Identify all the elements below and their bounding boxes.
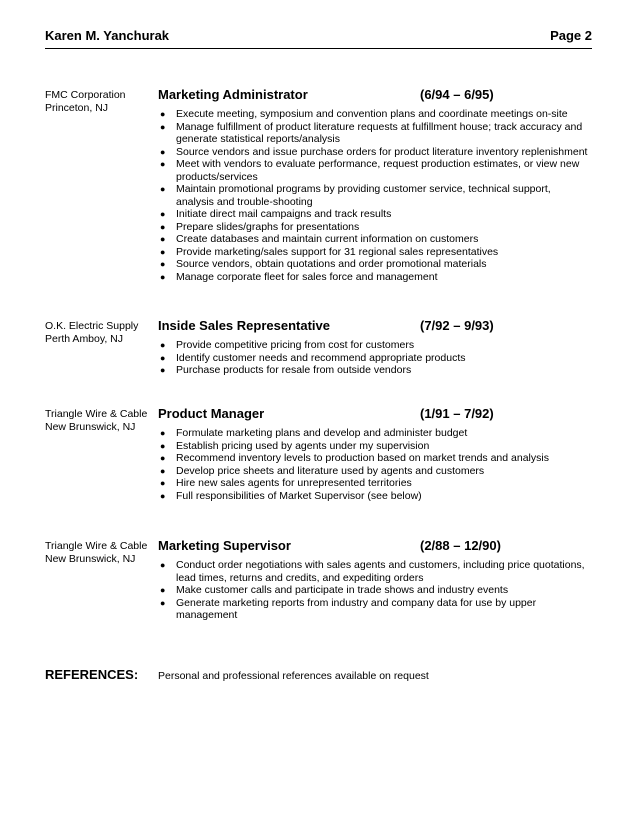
bullet-icon: ● bbox=[160, 490, 166, 501]
responsibility-text: Initiate direct mail campaigns and track results bbox=[176, 208, 392, 220]
responsibility-text: Manage corporate fleet for sales force and management bbox=[176, 270, 438, 283]
bullet-icon: ● bbox=[160, 246, 166, 257]
employer-info bbox=[45, 408, 155, 434]
company-name: O.K. Electric Supply bbox=[45, 320, 139, 332]
candidate-name: Karen M. Yanchurak bbox=[45, 28, 170, 43]
responsibility-text: Formulate marketing plans and develop and administer budget bbox=[176, 427, 468, 439]
responsibility-text: Recommend inventory levels to production based on market trends and analysis bbox=[176, 452, 549, 464]
responsibility-text: Purchase products for resale from outside vendors bbox=[176, 364, 412, 376]
responsibility-text: Execute meeting, symposium and convention plans and coordinate meetings on-site bbox=[176, 108, 568, 120]
bullet-icon: ● bbox=[160, 352, 166, 363]
responsibility-text: Make customer calls and participate in trade shows and industry events bbox=[176, 584, 509, 596]
responsibility-item bbox=[158, 490, 590, 503]
references-heading: REFERENCES: bbox=[45, 667, 139, 682]
responsibility-text: Develop price sheets and literature used by agents and customers bbox=[176, 464, 485, 477]
responsibility-text: Create databases and maintain current information on customers bbox=[176, 233, 479, 245]
company-name: Triangle Wire & Cable bbox=[45, 540, 148, 552]
bullet-icon: ● bbox=[160, 560, 166, 570]
employer-info bbox=[45, 540, 155, 566]
employer-info bbox=[45, 320, 155, 346]
bullet-icon: ● bbox=[160, 121, 166, 132]
bullet-icon: ● bbox=[160, 271, 166, 282]
job-title: Inside Sales Representative bbox=[158, 318, 330, 333]
responsibility-item bbox=[158, 208, 590, 221]
bullet-icon: ● bbox=[160, 209, 166, 219]
responsibility-item bbox=[158, 440, 590, 453]
responsibility-item bbox=[158, 465, 590, 478]
company-location: Princeton, NJ bbox=[45, 102, 109, 114]
job-title: Product Manager bbox=[158, 406, 265, 421]
responsibility-text: Source vendors and issue purchase orders for product literature inventory replenishment bbox=[176, 145, 588, 158]
responsibility-item bbox=[158, 121, 590, 146]
employer-info bbox=[45, 89, 155, 115]
page-number: Page 2 bbox=[550, 28, 592, 43]
job-dates: (7/92 – 9/93) bbox=[420, 318, 494, 333]
responsibility-text: Provide marketing/sales support for 31 regional sales representatives bbox=[176, 245, 499, 258]
responsibility-item bbox=[158, 221, 590, 234]
job-dates: (2/88 – 12/90) bbox=[420, 538, 501, 553]
job-dates: (6/94 – 6/95) bbox=[420, 87, 494, 102]
bullet-icon: ● bbox=[160, 585, 166, 595]
responsibility-list bbox=[158, 108, 590, 283]
responsibility-item bbox=[158, 271, 590, 284]
responsibility-item bbox=[158, 364, 590, 377]
bullet-icon: ● bbox=[160, 159, 166, 169]
references-text: Personal and professional references available on request bbox=[158, 670, 429, 682]
bullet-icon: ● bbox=[160, 478, 166, 488]
responsibility-text: Identify customer needs and recommend appropriate products bbox=[176, 351, 466, 364]
responsibility-item bbox=[158, 108, 590, 121]
company-name: Triangle Wire & Cable bbox=[45, 408, 148, 420]
responsibility-item bbox=[158, 258, 590, 271]
bullet-icon: ● bbox=[160, 428, 166, 438]
responsibility-text: Provide competitive pricing from cost for customers bbox=[176, 339, 415, 351]
company-location: New Brunswick, NJ bbox=[45, 421, 136, 433]
responsibility-list bbox=[158, 559, 590, 622]
company-location: New Brunswick, NJ bbox=[45, 553, 136, 565]
responsibility-text: Prepare slides/graphs for presentations bbox=[176, 220, 360, 233]
responsibility-text: Meet with vendors to evaluate performance, request production estimates, or view new products/services bbox=[176, 158, 580, 183]
responsibility-text: Manage fulfillment of product literature requests at fulfillment house; track accuracy and generate statistical reports/analysis bbox=[176, 120, 583, 145]
bullet-icon: ● bbox=[160, 453, 166, 463]
bullet-icon: ● bbox=[160, 184, 166, 194]
responsibility-item bbox=[158, 559, 590, 584]
responsibility-item bbox=[158, 158, 590, 183]
responsibility-item bbox=[158, 597, 590, 622]
responsibility-item bbox=[158, 246, 590, 259]
responsibility-item bbox=[158, 339, 590, 352]
responsibility-text: Establish pricing used by agents under my supervision bbox=[176, 439, 430, 452]
responsibility-item bbox=[158, 352, 590, 365]
responsibility-item bbox=[158, 452, 590, 465]
company-location: Perth Amboy, NJ bbox=[45, 333, 124, 345]
bullet-icon: ● bbox=[160, 221, 166, 232]
responsibility-list bbox=[158, 339, 590, 377]
bullet-icon: ● bbox=[160, 440, 166, 451]
responsibility-text: Source vendors, obtain quotations and order promotional materials bbox=[176, 258, 487, 270]
responsibility-item bbox=[158, 233, 590, 246]
responsibility-text: Hire new sales agents for unrepresented territories bbox=[176, 477, 412, 489]
responsibility-text: Conduct order negotiations with sales agents and customers, including price quotations, lead times, returns and credits, and expediting orders bbox=[176, 559, 585, 584]
bullet-icon: ● bbox=[160, 146, 166, 157]
job-title: Marketing Supervisor bbox=[158, 538, 291, 553]
bullet-icon: ● bbox=[160, 465, 166, 476]
header-divider bbox=[45, 48, 592, 49]
bullet-icon: ● bbox=[160, 234, 166, 244]
bullet-icon: ● bbox=[160, 109, 166, 119]
job-title: Marketing Administrator bbox=[158, 87, 308, 102]
bullet-icon: ● bbox=[160, 365, 166, 375]
bullet-icon: ● bbox=[160, 597, 166, 608]
responsibility-item bbox=[158, 146, 590, 159]
responsibility-text: Full responsibilities of Market Supervisor (see below) bbox=[176, 489, 422, 502]
page-header bbox=[45, 28, 592, 46]
responsibility-item bbox=[158, 183, 590, 208]
bullet-icon: ● bbox=[160, 259, 166, 269]
responsibility-item bbox=[158, 477, 590, 490]
responsibility-item bbox=[158, 427, 590, 440]
job-dates: (1/91 – 7/92) bbox=[420, 406, 494, 421]
responsibility-text: Maintain promotional programs by providing customer service, technical support, analysis and trouble-shooting bbox=[176, 183, 551, 208]
responsibility-text: Generate marketing reports from industry and company data for use by upper management bbox=[176, 596, 537, 621]
bullet-icon: ● bbox=[160, 340, 166, 350]
responsibility-item bbox=[158, 584, 590, 597]
company-name: FMC Corporation bbox=[45, 89, 126, 101]
responsibility-list bbox=[158, 427, 590, 502]
